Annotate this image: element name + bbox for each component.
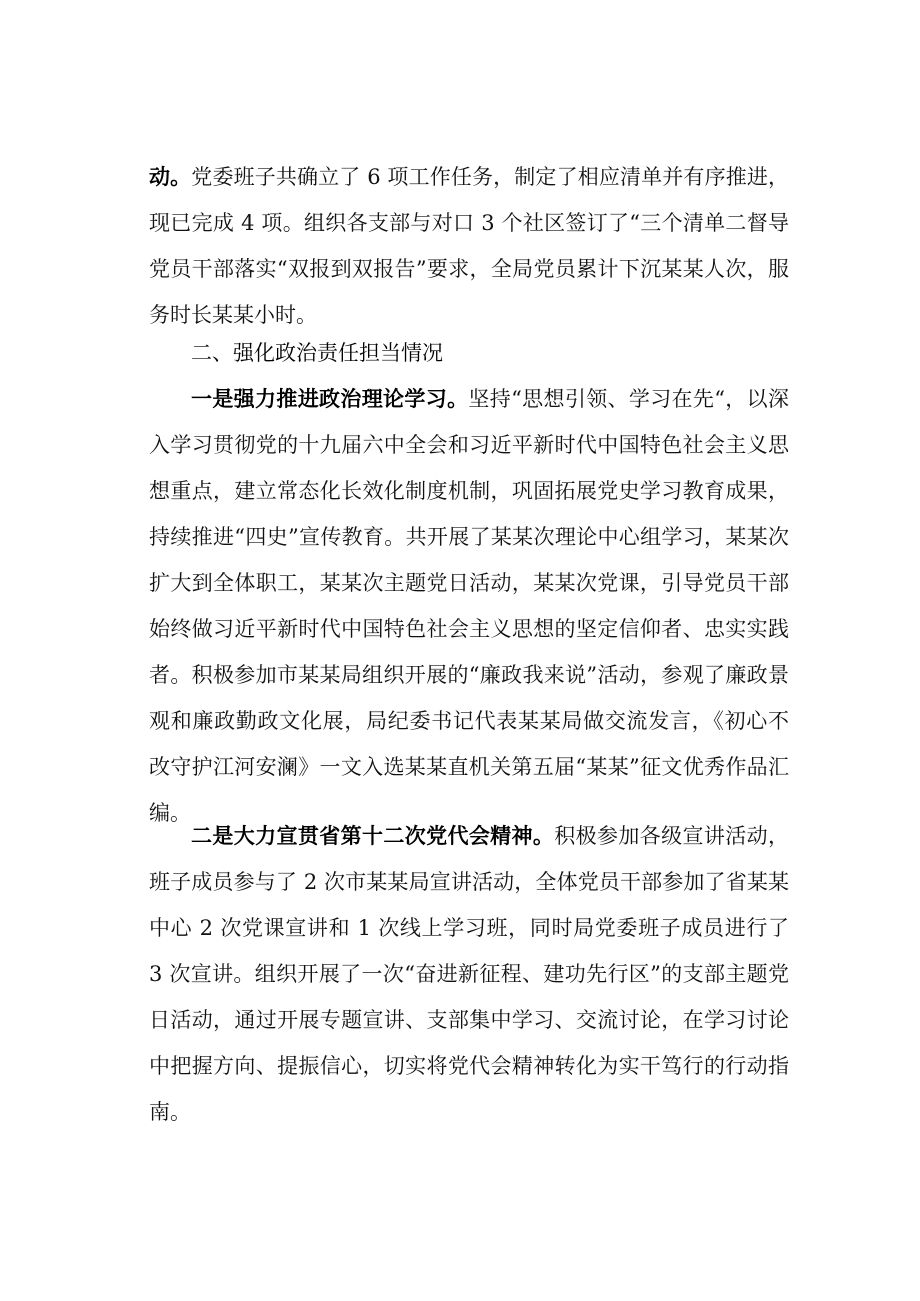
section-heading-block bbox=[149, 330, 789, 376]
section-heading: 二、强化政治责任担当情况 bbox=[191, 341, 443, 365]
paragraph-congress-spirit bbox=[149, 813, 789, 1135]
continued-paragraph-lead: 动。 bbox=[149, 165, 192, 189]
paragraph-theory-study-body: 坚持“思想引领、学习在先“，以深入学习贯彻党的十九届六中全会和习近平新时代中国特色社会主义思想重点，建立常态化长效化制度机制，巩固拓展党史学习教育成果，持续推进“四史”宣传教育。共开展了某某次理论中心组学习，某某次扩大到全体职工，某某次主题党日活动，某某次党课，引导党员干部始终做习近平新时代中国特色社会主义思想的坚定信仰者、忠实实践者。积极参加市某某局组织开展的“廉政我来说”活动，参观了廉政景观和廉政勤政文化展，局纪委书记代表某某局做交流发言，《初心不改守护江河安澜》一文入选某某直机关第五届“某某”征文优秀作品汇编。 bbox=[149, 387, 789, 825]
continued-paragraph bbox=[149, 154, 789, 338]
continued-paragraph-body: 党委班子共确立了 6 项工作任务，制定了相应清单并有序推进，现已完成 4 项。组织各支部与对口 3 个社区签订了“三个清单二督导党员干部落实“双报到双报告”要求，全局党员累计下沉某某人次，服务时长某某小时。 bbox=[149, 165, 790, 327]
paragraph-congress-spirit-body: 积极参加各级宣讲活动，班子成员参与了 2 次市某某局宣讲活动，全体党员干部参加了省某某中心 2 次党课宣讲和 1 次线上学习班，同时局党委班子成员进行了 3 次宣讲。组织开展了一次“奋进新征程、建功先行区”的支部主题党日活动，通过开展专题宣讲、支部集中学习、交流讨论，在学习讨论中把握方向、提振信心，切实将党代会精神转化为实干笃行的行动指南。 bbox=[149, 824, 789, 1124]
paragraph-theory-study-lead: 一是强力推进政治理论学习。 bbox=[191, 387, 469, 411]
paragraph-congress-spirit-lead: 二是大力宣贯省第十二次党代会精神。 bbox=[191, 824, 555, 848]
paragraph-theory-study bbox=[149, 376, 789, 836]
